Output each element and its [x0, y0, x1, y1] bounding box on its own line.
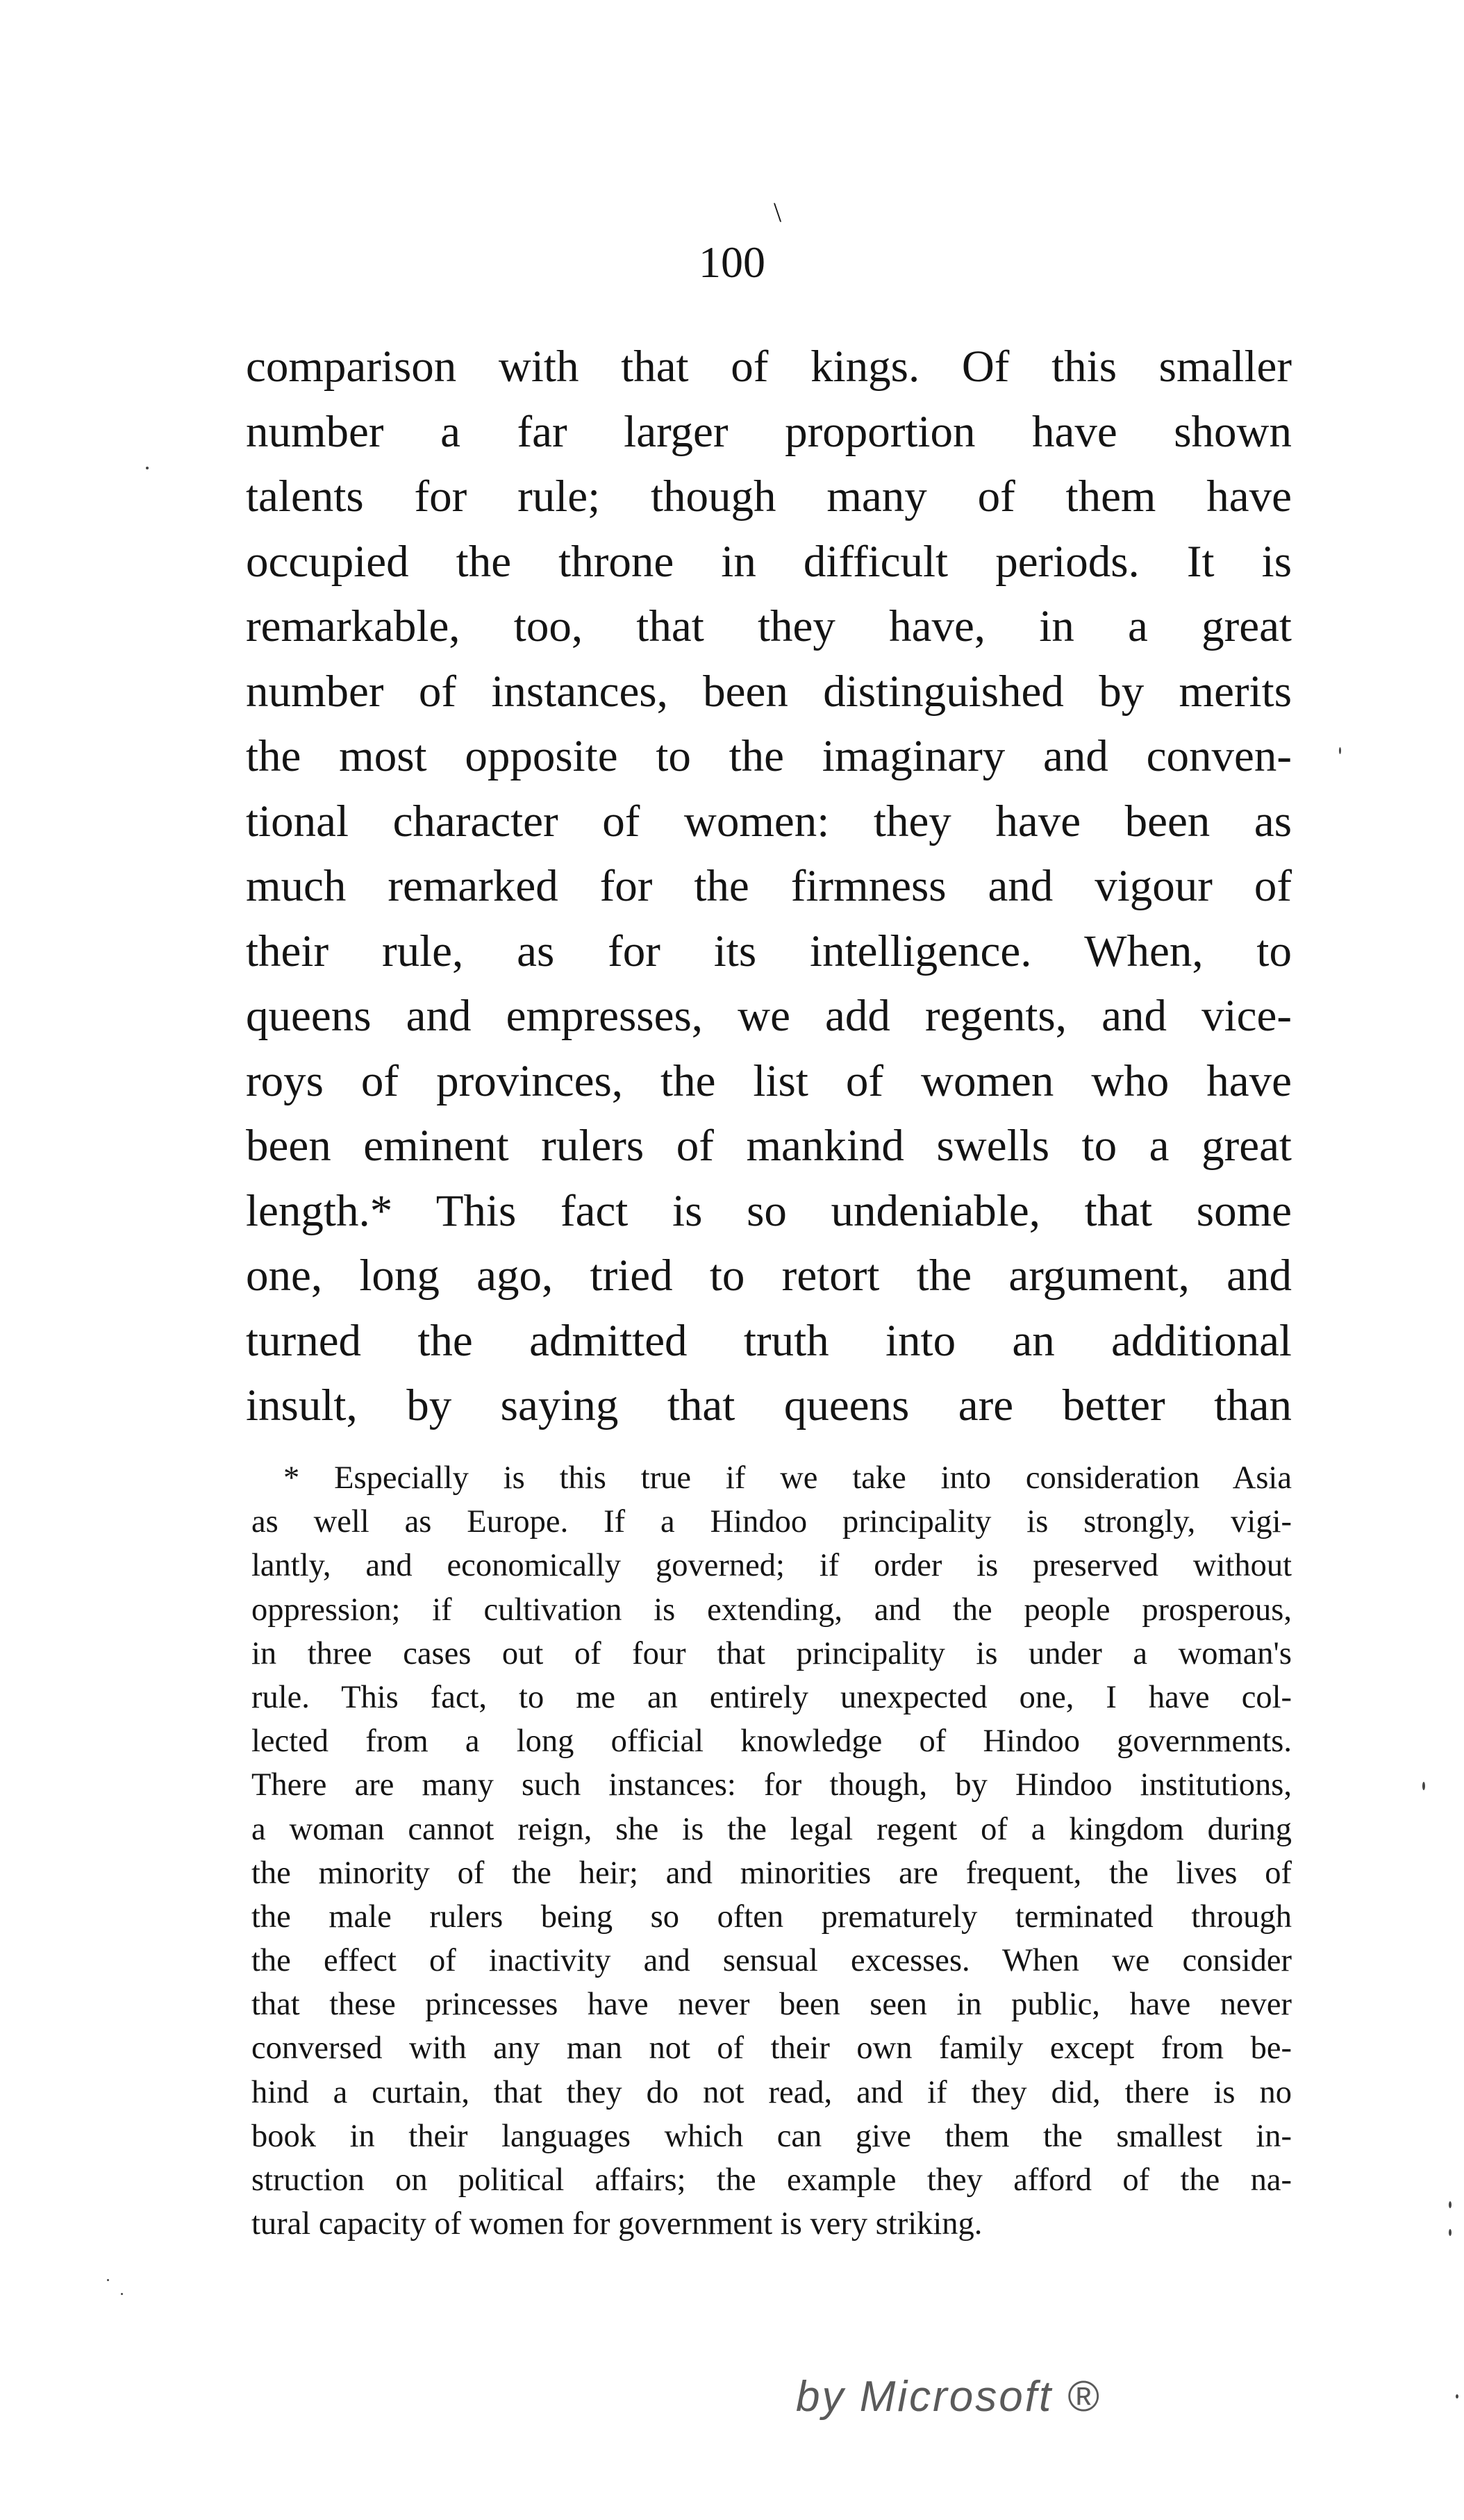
footnote-line: * Especially is this true if we take into consideration Asia	[283, 1460, 1292, 1496]
body-line: turned the admitted truth into an additional	[246, 1315, 1292, 1366]
body-line: remarkable, too, that they have, in a great	[246, 601, 1292, 651]
body-line: talents for rule; though many of them have	[246, 472, 1292, 521]
page-number: 100	[699, 237, 765, 287]
body-line: occupied the throne in difficult periods. It is	[246, 536, 1292, 587]
footnote-line: the minority of the heir; and minorities are frequent, the lives of	[251, 1855, 1292, 1891]
footnote-line: hind a curtain, that they do not read, and if they did, there is no	[251, 2074, 1292, 2110]
body-line: insult, by saying that queens are better than	[246, 1380, 1292, 1430]
footnote-line: conversed with any man not of their own family except from be-	[251, 2030, 1292, 2067]
body-line: number a far larger proportion have shown	[246, 406, 1292, 457]
scan-speck	[1422, 1782, 1425, 1790]
footnote-line: that these princesses have never been seen in public, have never	[251, 1987, 1292, 2023]
scan-speck	[1449, 2229, 1451, 2236]
top-mark: \	[774, 197, 782, 228]
body-line: one, long ago, tried to retort the argument, and	[246, 1251, 1292, 1301]
footnote-line: tural capacity of women for government is very striking.	[251, 2206, 983, 2242]
footnote-line: a woman cannot reign, she is the legal regent of a kingdom during	[251, 1811, 1292, 1847]
body-line: number of instances, been distinguished by merits	[246, 666, 1292, 717]
scan-speck	[1449, 2201, 1451, 2208]
body-line: length.* This fact is so undeniable, that some	[246, 1185, 1292, 1236]
scan-speck	[146, 467, 149, 469]
scan-speck	[121, 2293, 123, 2295]
footnote-line: rule. This fact, to me an entirely unexpected one, I have col-	[251, 1679, 1292, 1715]
footnote-line: book in their languages which can give them the smallest in-	[251, 2118, 1292, 2154]
footnote-line: the effect of inactivity and sensual excesses. When we consider	[251, 1943, 1292, 1979]
footnote	[251, 1456, 1292, 2246]
body-line: comparison with that of kings. Of this smaller	[246, 342, 1292, 392]
scan-speck	[1456, 2394, 1458, 2398]
body-line: their rule, as for its intelligence. When, to	[246, 926, 1292, 976]
body-line: the most opposite to the imaginary and conven-	[246, 731, 1292, 781]
body-line: queens and empresses, we add regents, and vice-	[246, 991, 1292, 1041]
footnote-line: lected from a long official knowledge of Hindoo governments.	[251, 1724, 1292, 1760]
scan-speck	[107, 2279, 109, 2281]
scan-speck	[1339, 747, 1341, 754]
footnote-line: the male rulers being so often prematurely terminated through	[251, 1899, 1292, 1935]
body-line: tional character of women: they have been as	[246, 796, 1292, 846]
footnote-line: There are many such instances: for though, by Hindoo institutions,	[251, 1767, 1292, 1803]
footnote-line: as well as Europe. If a Hindoo principality is strongly, vigi-	[251, 1504, 1292, 1540]
digitization-watermark: by Microsoft ®	[796, 2373, 1101, 2421]
body-line: roys of provinces, the list of women who have	[246, 1055, 1292, 1106]
body-line: been eminent rulers of mankind swells to a great	[246, 1121, 1292, 1171]
footnote-line: oppression; if cultivation is extending, and the people prosperous,	[251, 1592, 1292, 1628]
footnote-line: lantly, and economically governed; if order is preserved without	[251, 1548, 1292, 1584]
footnote-line: struction on political affairs; the example they afford of the na-	[251, 2162, 1292, 2198]
body-text	[246, 335, 1292, 1439]
footnote-line: in three cases out of four that principality is under a woman's	[251, 1635, 1292, 1671]
body-line: much remarked for the firmness and vigour of	[246, 861, 1292, 911]
